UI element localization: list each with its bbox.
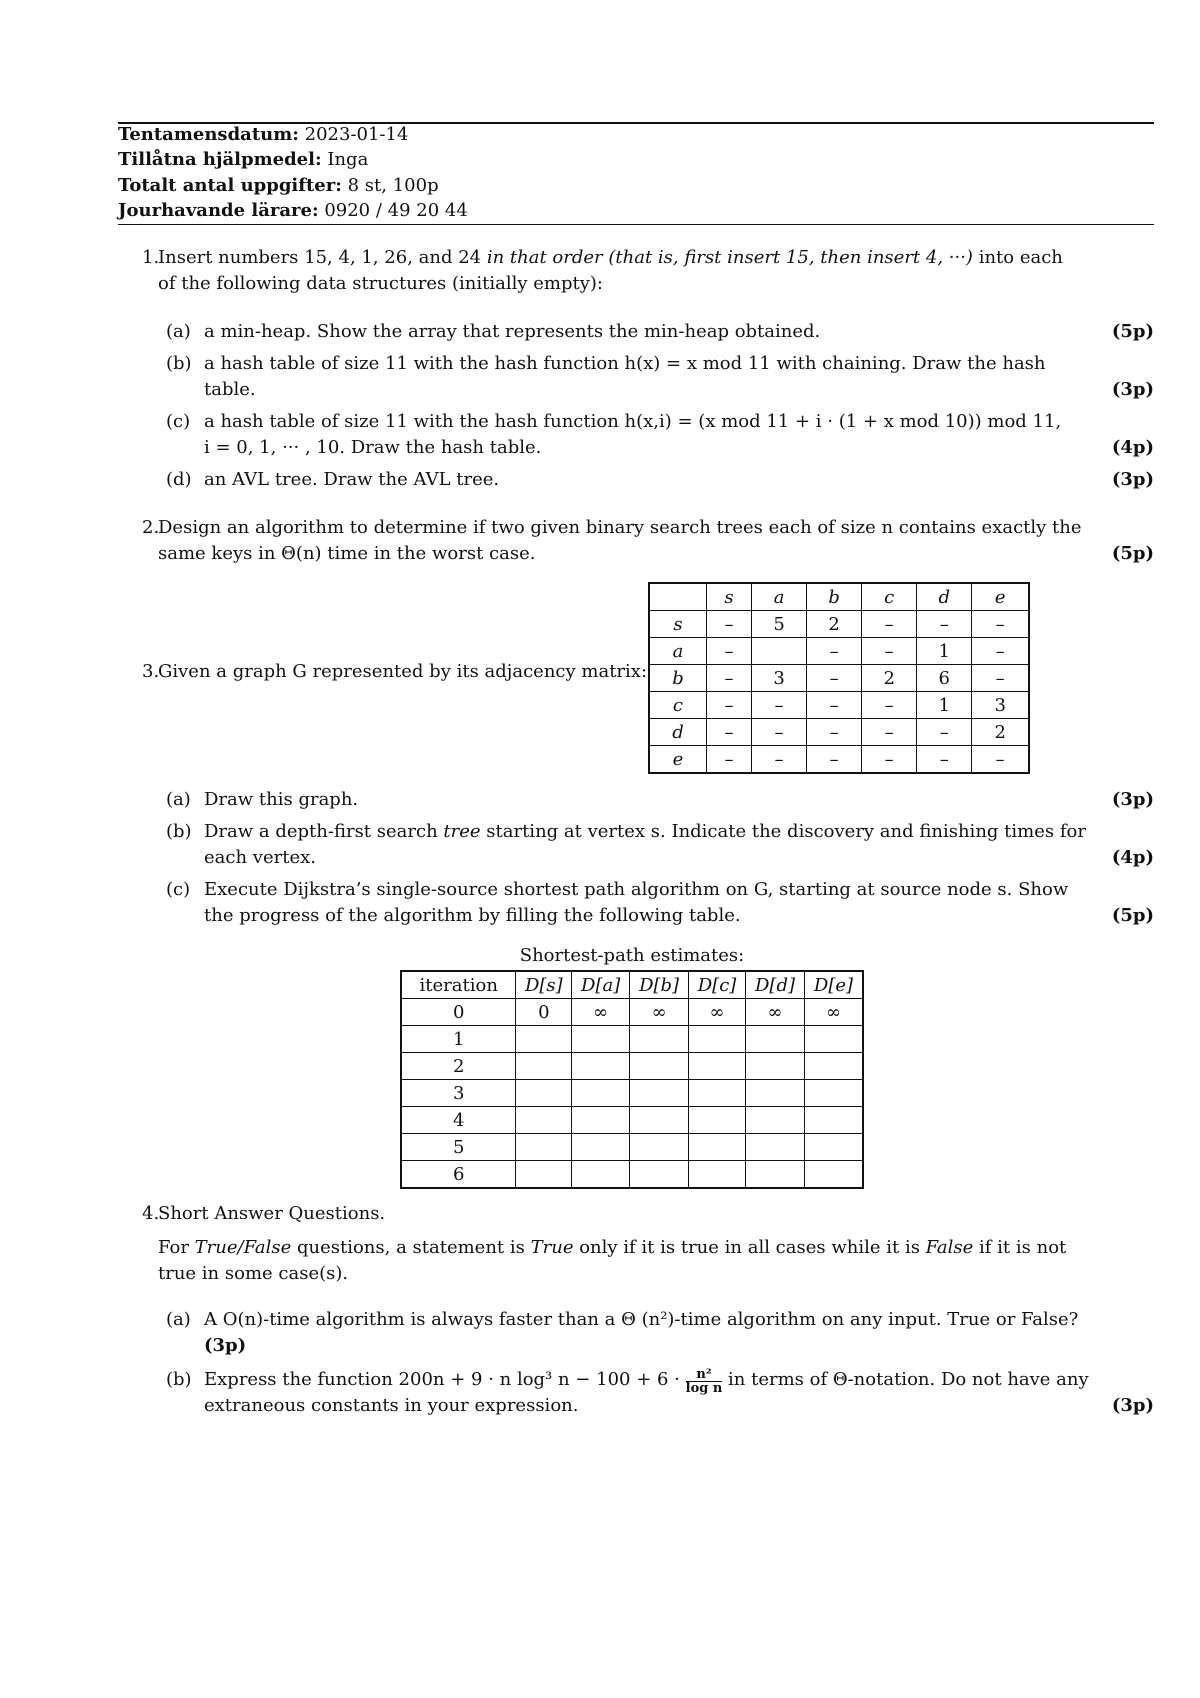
table-row xyxy=(401,1134,863,1161)
table-caption: Shortest-path estimates: xyxy=(519,945,745,966)
table-cell xyxy=(516,1053,572,1080)
table-cell xyxy=(689,1107,746,1134)
table-cell: – xyxy=(706,611,751,638)
question-number: 1. xyxy=(142,247,160,268)
table-cell: 2 xyxy=(401,1053,516,1080)
subquestion-text: Execute Dijkstra’s single-source shortest path algorithm on G, starting at source node s. Show xyxy=(204,879,1069,900)
question-4a xyxy=(118,1306,1154,1362)
table-cell: – xyxy=(807,746,862,774)
question-1c xyxy=(118,408,1154,464)
table-cell: – xyxy=(706,665,751,692)
table-row xyxy=(401,1161,863,1189)
question-1a xyxy=(118,318,1154,348)
table-cell: 1 xyxy=(917,692,972,719)
table-cell: – xyxy=(752,719,807,746)
question-text: Design an algorithm to determine if two given binary search trees each of size n contains exactly the xyxy=(158,517,1082,538)
table-cell: ∞ xyxy=(630,999,689,1026)
table-cell xyxy=(745,1053,804,1080)
question-4 xyxy=(118,1200,1154,1230)
subquestion-text: a hash table of size 11 with the hash function h(x,i) = (x mod 11 + i · (1 + x mod 10)) mod 11, xyxy=(204,411,1062,432)
question-1-intro: Insert numbers 15, 4, 1, 26, and 24 in that order (that is, first insert 15, then insert 4, ···) into each xyxy=(158,247,1063,268)
header-date: Tentamensdatum: 2023-01-14 xyxy=(118,124,409,145)
subquestion-label: (c) xyxy=(166,879,191,900)
points: (4p) xyxy=(1111,437,1154,458)
table-cell: – xyxy=(972,665,1029,692)
question-text: Given a graph G represented by its adjacency matrix: xyxy=(158,661,648,682)
subquestion-text: an AVL tree. Draw the AVL tree. xyxy=(204,469,500,490)
table-cell: – xyxy=(862,719,917,746)
question-1b xyxy=(118,350,1154,406)
table-cell: ∞ xyxy=(689,999,746,1026)
table-cell: 3 xyxy=(752,665,807,692)
question-1-intro-line2: of the following data structures (initially empty): xyxy=(158,273,603,294)
table-cell: a xyxy=(752,583,807,611)
question-number: 4. xyxy=(142,1203,160,1224)
subquestion-text: a hash table of size 11 with the hash function h(x) = x mod 11 with chaining. Draw the hash xyxy=(204,353,1046,374)
table-cell: 2 xyxy=(862,665,917,692)
table-cell xyxy=(745,1080,804,1107)
table-cell xyxy=(689,1080,746,1107)
table-cell: ∞ xyxy=(745,999,804,1026)
question-3c xyxy=(118,876,1154,932)
table-cell xyxy=(630,1026,689,1053)
table-cell: ∞ xyxy=(572,999,630,1026)
table-cell: – xyxy=(807,638,862,665)
table-cell: D[c] xyxy=(689,971,746,999)
question-1d xyxy=(118,466,1154,496)
table-cell: d xyxy=(649,719,706,746)
table-cell: – xyxy=(862,692,917,719)
table-cell: – xyxy=(752,746,807,774)
table-cell xyxy=(804,1053,863,1080)
points: (4p) xyxy=(1111,847,1154,868)
table-cell: 4 xyxy=(401,1107,516,1134)
subquestion-text-line2: i = 0, 1, ··· , 10. Draw the hash table. xyxy=(204,437,542,458)
subquestion-text: Draw a depth-first search tree starting at vertex s. Indicate the discovery and finishing times for xyxy=(204,821,1086,842)
table-cell: e xyxy=(649,746,706,774)
table-cell xyxy=(516,1026,572,1053)
table-cell: – xyxy=(862,611,917,638)
table-cell xyxy=(804,1080,863,1107)
table-cell: 3 xyxy=(401,1080,516,1107)
subquestion-label: (a) xyxy=(166,789,191,810)
table-cell xyxy=(630,1053,689,1080)
header-tasks: Totalt antal uppgifter: 8 st, 100p xyxy=(118,175,439,196)
table-cell: 2 xyxy=(807,611,862,638)
table-row xyxy=(649,746,1029,774)
subquestion-label: (b) xyxy=(166,353,192,374)
table-cell: b xyxy=(649,665,706,692)
table-cell xyxy=(649,583,706,611)
subquestion-text: Draw this graph. xyxy=(204,789,359,810)
table-cell xyxy=(516,1161,572,1189)
table-cell xyxy=(516,1107,572,1134)
table-cell: – xyxy=(917,611,972,638)
subquestion-label: (a) xyxy=(166,321,191,342)
table-cell: 6 xyxy=(917,665,972,692)
table-cell: iteration xyxy=(401,971,516,999)
table-cell: 5 xyxy=(752,611,807,638)
subquestion-text-line2: extraneous constants in your expression. xyxy=(204,1395,579,1416)
table-cell xyxy=(572,1161,630,1189)
table-cell: – xyxy=(917,746,972,774)
table-row xyxy=(401,1053,863,1080)
table-cell: – xyxy=(706,719,751,746)
table-cell: – xyxy=(862,638,917,665)
table-row xyxy=(649,665,1029,692)
table-cell xyxy=(572,1134,630,1161)
table-row xyxy=(649,611,1029,638)
table-cell xyxy=(630,1134,689,1161)
table-cell: 6 xyxy=(401,1161,516,1189)
table-cell xyxy=(689,1161,746,1189)
question-2 xyxy=(118,514,1154,570)
table-cell xyxy=(572,1080,630,1107)
table-cell xyxy=(804,1161,863,1189)
table-cell: – xyxy=(706,638,751,665)
table-cell: – xyxy=(807,692,862,719)
table-cell: c xyxy=(649,692,706,719)
subquestion-text: A O(n)-time algorithm is always faster than a Θ (n²)-time algorithm on any input. True or False? xyxy=(204,1309,1079,1330)
points: (3p) xyxy=(1111,379,1154,400)
table-cell: s xyxy=(706,583,751,611)
table-cell: – xyxy=(972,611,1029,638)
table-cell: – xyxy=(752,692,807,719)
table-cell xyxy=(689,1026,746,1053)
table-cell: b xyxy=(807,583,862,611)
table-cell: ∞ xyxy=(804,999,863,1026)
subquestion-text: a min-heap. Show the array that represents the min-heap obtained. xyxy=(204,321,821,342)
table-cell: D[s] xyxy=(516,971,572,999)
subquestion-label: (d) xyxy=(166,469,192,490)
subquestion-text-line2: each vertex. xyxy=(204,847,316,868)
question-title: Short Answer Questions. xyxy=(158,1203,386,1224)
dijkstra-table xyxy=(400,970,864,1189)
table-cell: – xyxy=(706,692,751,719)
table-cell: – xyxy=(807,665,862,692)
table-row xyxy=(649,692,1029,719)
subquestion-label: (b) xyxy=(166,821,192,842)
table-row xyxy=(401,1026,863,1053)
points: (3p) xyxy=(204,1335,247,1356)
table-row xyxy=(401,999,863,1026)
table-cell xyxy=(630,1107,689,1134)
table-cell xyxy=(689,1134,746,1161)
question-3 xyxy=(118,658,678,688)
table-header-row xyxy=(649,583,1029,611)
table-cell: e xyxy=(972,583,1029,611)
table-cell xyxy=(804,1026,863,1053)
table-cell xyxy=(745,1107,804,1134)
table-cell: D[b] xyxy=(630,971,689,999)
points: (5p) xyxy=(1111,543,1154,564)
table-cell: 3 xyxy=(972,692,1029,719)
question-number: 3. xyxy=(142,661,160,682)
header-teacher: Jourhavande lärare: 0920 / 49 20 44 xyxy=(118,200,468,221)
table-cell: – xyxy=(972,638,1029,665)
table-cell: c xyxy=(862,583,917,611)
table-cell xyxy=(745,1161,804,1189)
fraction: $\frac{\text{n²}}{\text{log n}}$ xyxy=(685,1367,723,1396)
table-cell: D[d] xyxy=(745,971,804,999)
question-3b xyxy=(118,818,1154,874)
table-cell: d xyxy=(917,583,972,611)
points: (3p) xyxy=(1111,469,1154,490)
points: (5p) xyxy=(1111,905,1154,926)
table-cell: 0 xyxy=(516,999,572,1026)
table-cell xyxy=(745,1026,804,1053)
question-4b xyxy=(118,1366,1154,1422)
table-row xyxy=(649,638,1029,665)
table-cell: – xyxy=(862,746,917,774)
table-row xyxy=(649,719,1029,746)
table-cell: 0 xyxy=(401,999,516,1026)
exam-page xyxy=(118,0,1154,1698)
table-cell xyxy=(804,1134,863,1161)
table-row xyxy=(401,1080,863,1107)
note-text-line2: true in some case(s). xyxy=(158,1263,349,1284)
points: (5p) xyxy=(1111,321,1154,342)
table-cell: 1 xyxy=(917,638,972,665)
header-aids: Tillåtna hjälpmedel: Inga xyxy=(118,149,369,170)
table-cell xyxy=(689,1053,746,1080)
table-cell xyxy=(516,1134,572,1161)
table-cell xyxy=(745,1134,804,1161)
points: (3p) xyxy=(1111,789,1154,810)
table-cell xyxy=(572,1053,630,1080)
table-cell: D[e] xyxy=(804,971,863,999)
table-header-row xyxy=(401,971,863,999)
subquestion-text-line2: the progress of the algorithm by filling the following table. xyxy=(204,905,741,926)
question-3a xyxy=(118,786,1154,816)
subquestion-label: (c) xyxy=(166,411,191,432)
table-cell: 2 xyxy=(972,719,1029,746)
table-cell: a xyxy=(649,638,706,665)
table-cell xyxy=(630,1080,689,1107)
table-row xyxy=(401,1107,863,1134)
question-4-note xyxy=(118,1234,1154,1290)
points: (3p) xyxy=(1111,1395,1154,1416)
subquestion-text-line2: table. xyxy=(204,379,256,400)
table-cell xyxy=(572,1107,630,1134)
table-cell xyxy=(752,638,807,665)
subquestion-label: (a) xyxy=(166,1309,191,1330)
table-cell: s xyxy=(649,611,706,638)
table-cell: – xyxy=(807,719,862,746)
header-bottom-rule xyxy=(118,224,1154,225)
note-text: For True/False questions, a statement is True only if it is true in all cases while it is False if it is not xyxy=(158,1237,1067,1258)
table-cell: 5 xyxy=(401,1134,516,1161)
table-cell: 1 xyxy=(401,1026,516,1053)
subquestion-label: (b) xyxy=(166,1369,192,1390)
table-cell: – xyxy=(917,719,972,746)
table-cell xyxy=(804,1107,863,1134)
table-cell: – xyxy=(972,746,1029,774)
table-cell: – xyxy=(706,746,751,774)
table-cell xyxy=(630,1161,689,1189)
table-cell xyxy=(572,1026,630,1053)
subquestion-text: Express the function 200n + 9 · n log³ n − 100 + 6 · $\frac{\text{n²}}{\text{log n}}$ in terms of Θ-notation. Do not have any xyxy=(204,1367,1089,1396)
adjacency-matrix xyxy=(648,582,1030,774)
table-cell xyxy=(516,1080,572,1107)
question-text-line2: same keys in Θ(n) time in the worst case. xyxy=(158,543,536,564)
table-cell: D[a] xyxy=(572,971,630,999)
question-number: 2. xyxy=(142,517,160,538)
